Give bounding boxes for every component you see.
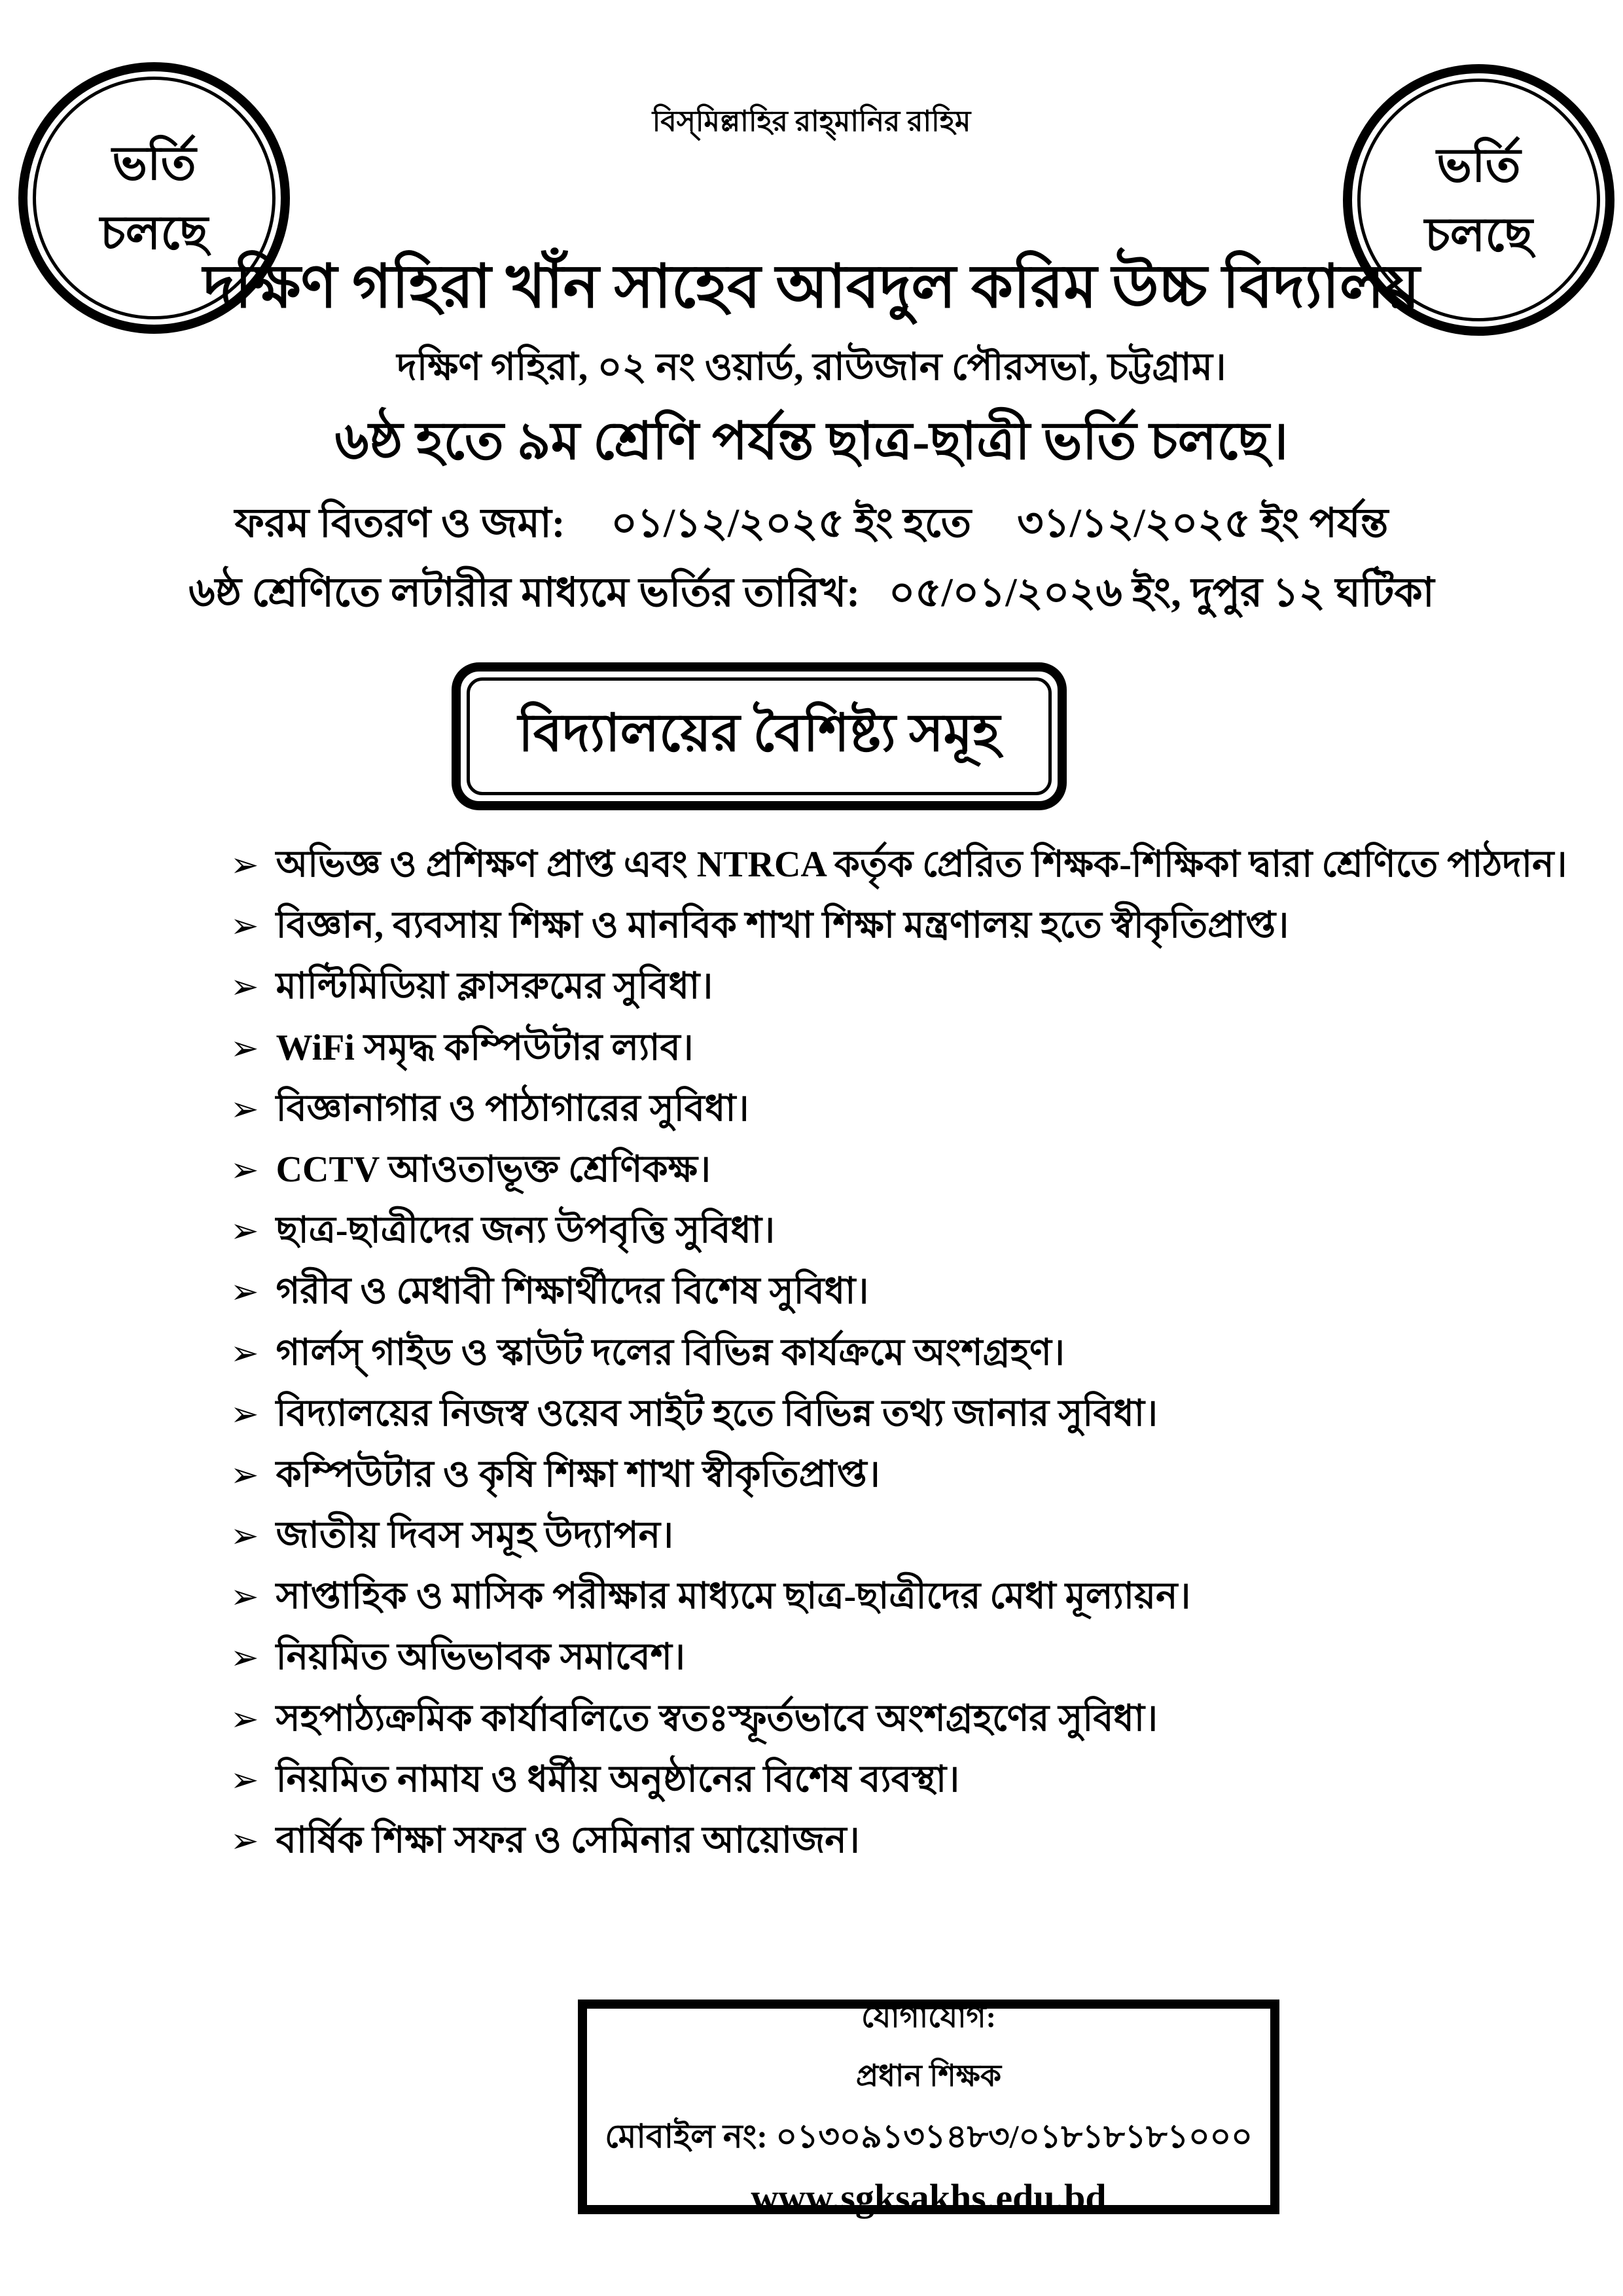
- feature-text: নিয়মিত নামায ও ধর্মীয় অনুষ্ঠানের বিশেষ ব্যবস্থা।: [276, 1759, 960, 1800]
- lottery-date-label: ৬ষ্ঠ শ্রেণিতে লটারীর মাধ্যমে ভর্তির তারিখ:: [188, 571, 861, 615]
- badge-text-line2: চলছে: [1424, 208, 1533, 261]
- feature-text: গরীব ও মেধাবী শিক্ষার্থীদের বিশেষ সুবিধা।: [276, 1271, 869, 1312]
- list-item: [230, 1516, 1597, 1555]
- feature-text: CCTV আওতাভূক্ত শ্রেণিকক্ষ।: [276, 1149, 711, 1190]
- feature-text: মাল্টিমিডিয়া ক্লাসরুমের সুবিধা।: [276, 966, 713, 1007]
- form-distribution-line: [0, 492, 1623, 560]
- list-item: [230, 1211, 1597, 1250]
- features-list: [230, 846, 1597, 1882]
- bismillah-text: বিস্‌মিল্লাহির রাহ্‌মানির রাহিম: [652, 105, 971, 137]
- list-item: [230, 1395, 1597, 1433]
- feature-text: কম্পিউটার ও কৃষি শিক্ষা শাখা স্বীকৃতিপ্রাপ্ত।: [276, 1454, 880, 1495]
- arrow-bullet-icon: ➢: [230, 1394, 259, 1434]
- list-item: [230, 967, 1597, 1006]
- feature-text: বিদ্যালয়ের নিজস্ব ওয়েব সাইট হতে বিভিন্ন তথ্য জানার সুবিধা।: [276, 1393, 1158, 1434]
- arrow-bullet-icon: ➢: [230, 1455, 259, 1495]
- list-item: [230, 1029, 1597, 1067]
- list-item: [230, 1700, 1597, 1738]
- list-item: [230, 1761, 1597, 1799]
- school-address: দক্ষিণ গহিরা, ০২ নং ওয়ার্ড, রাউজান পৌরসভা, চট্টগ্রাম।: [397, 346, 1226, 388]
- arrow-bullet-icon: ➢: [230, 846, 259, 885]
- arrow-bullet-icon: ➢: [230, 906, 259, 946]
- contact-heading: যোগাযোগ:: [861, 2000, 996, 2034]
- contact-mobile-numbers: মোবাইল নং: ০১৩০৯১৩১৪৮৩/০১৮১৮১৮১০০০: [605, 2118, 1253, 2155]
- form-distribution-from-date: ০১/১২/২০২৫ ইং হতে: [611, 501, 972, 546]
- arrow-bullet-icon: ➢: [230, 1028, 259, 1068]
- feature-text: সাপ্তাহিক ও মাসিক পরীক্ষার মাধ্যমে ছাত্র-ছাত্রীদের মেধা মূল্যায়ন।: [276, 1576, 1191, 1617]
- list-item: [230, 1638, 1597, 1677]
- school-name: দক্ষিণ গহিরা খাঁন সাহেব আবদুল করিম উচ্চ বিদ্যালয়: [203, 253, 1420, 320]
- arrow-bullet-icon: ➢: [230, 967, 259, 1007]
- list-item: [230, 1334, 1597, 1372]
- badge-text-line1: ভর্তি: [112, 137, 196, 190]
- arrow-bullet-icon: ➢: [230, 1516, 259, 1556]
- lottery-date-line: [0, 562, 1623, 629]
- form-distribution-to-date: ৩১/১২/২০২৫ ইং পর্যন্ত: [1017, 501, 1389, 546]
- arrow-bullet-icon: ➢: [230, 1272, 259, 1312]
- contact-website: www.sgksakhs.edu.bd: [751, 2176, 1107, 2219]
- list-item: [230, 846, 1597, 884]
- badge-text-line1: ভর্তি: [1436, 139, 1521, 192]
- list-item: [230, 906, 1597, 945]
- contact-person: প্রধান শিক্ষক: [855, 2059, 1002, 2092]
- features-heading: বিদ্যালয়ের বৈশিষ্ট্য সমূহ: [518, 705, 1001, 762]
- feature-text: অভিজ্ঞ ও প্রশিক্ষণ প্রাপ্ত এবং NTRCA কর্তৃক প্রেরিত শিক্ষক-শিক্ষিকা দ্বারা শ্রেণিতে পাঠদান।: [276, 844, 1567, 885]
- feature-text: জাতীয় দিবস সমূহ উদ্যাপন।: [276, 1515, 674, 1556]
- feature-text: গার্লস্ গাইড ও স্কাউট দলের বিভিন্ন কার্যক্রমে অংশগ্রহণ।: [276, 1332, 1065, 1373]
- features-heading-box: [452, 662, 1067, 810]
- feature-text: বিজ্ঞান, ব্যবসায় শিক্ষা ও মানবিক শাখা শিক্ষা মন্ত্রণালয় হতে স্বীকৃতিপ্রাপ্ত।: [276, 905, 1289, 946]
- form-distribution-label: ফরম বিতরণ ও জমা:: [234, 501, 565, 546]
- badge-text-line2: চলছে: [99, 206, 209, 259]
- arrow-bullet-icon: ➢: [230, 1760, 259, 1800]
- contact-box: [578, 2000, 1279, 2219]
- admission-class-range: ৬ষ্ঠ হতে ৯ম শ্রেণি পর্যন্ত ছাত্র-ছাত্রী ভর্তি চলছে।: [334, 413, 1289, 471]
- arrow-bullet-icon: ➢: [230, 1577, 259, 1617]
- arrow-bullet-icon: ➢: [230, 1333, 259, 1373]
- arrow-bullet-icon: ➢: [230, 1638, 259, 1678]
- features-heading-box-inner-ring: [467, 677, 1052, 795]
- list-item: [230, 1821, 1597, 1860]
- arrow-bullet-icon: ➢: [230, 1211, 259, 1251]
- list-item: [230, 1272, 1597, 1311]
- list-item: [230, 1456, 1597, 1494]
- arrow-bullet-icon: ➢: [230, 1150, 259, 1190]
- arrow-bullet-icon: ➢: [230, 1699, 259, 1739]
- feature-text: বার্ষিক শিক্ষা সফর ও সেমিনার আয়োজন।: [276, 1820, 860, 1861]
- feature-text: WiFi সমৃদ্ধ কম্পিউটার ল্যাব।: [276, 1027, 694, 1068]
- arrow-bullet-icon: ➢: [230, 1821, 259, 1861]
- arrow-bullet-icon: ➢: [230, 1089, 259, 1129]
- feature-text: বিজ্ঞানাগার ও পাঠাগারের সুবিধা।: [276, 1088, 749, 1129]
- feature-text: ছাত্র-ছাত্রীদের জন্য উপবৃত্তি সুবিধা।: [276, 1210, 776, 1251]
- lottery-date-value: ০৫/০১/২০২৬ ইং, দুপুর ১২ ঘটিকা: [889, 571, 1435, 615]
- feature-text: নিয়মিত অভিভাবক সমাবেশ।: [276, 1637, 685, 1678]
- list-item: [230, 1090, 1597, 1128]
- list-item: [230, 1577, 1597, 1616]
- list-item: [230, 1151, 1597, 1189]
- feature-text: সহপাঠ্যক্রমিক কার্যাবলিতে স্বতঃস্ফূর্তভাবে অংশগ্রহণের সুবিধা।: [276, 1698, 1158, 1739]
